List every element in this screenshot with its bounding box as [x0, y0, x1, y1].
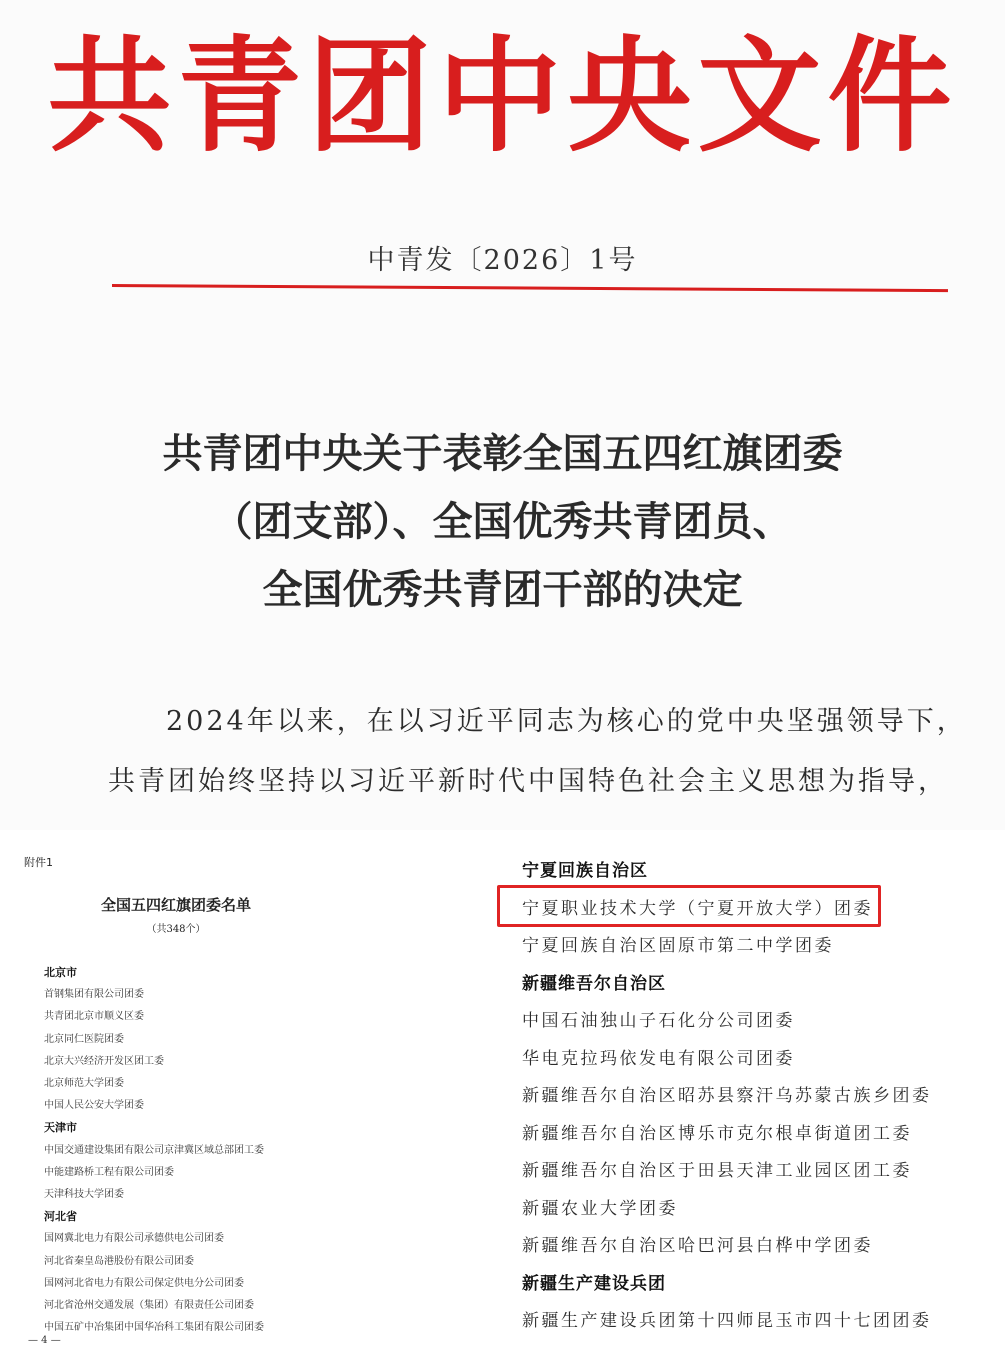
list-item: 新疆维吾尔自治区昭苏县察汗乌苏蒙古族乡团委: [522, 1086, 932, 1106]
list-item: 北京师范大学团委: [44, 1078, 124, 1090]
list-count: （共348个）: [146, 924, 206, 935]
region-heading: 天津市: [44, 1121, 77, 1135]
body-line: 共青团始终坚持以习近平新时代中国特色社会主义思想为指导，: [108, 766, 948, 797]
document-title: [60, 420, 945, 624]
list-item: 新疆生产建设兵团第十四师昆玉市四十七团团委: [522, 1311, 932, 1331]
list-item: 新疆维吾尔自治区哈巴河县白桦中学团委: [522, 1236, 873, 1256]
list-item: 天津科技大学团委: [44, 1189, 124, 1201]
highlight-box: [497, 885, 881, 927]
highlighted-list-item: 宁夏职业技术大学（宁夏开放大学）团委: [522, 898, 873, 919]
honor-list: [44, 962, 344, 1339]
title-line: （团支部）、全国优秀共青团员、: [212, 499, 793, 545]
list-item: 北京同仁医院团委: [44, 1033, 124, 1045]
list-item: 华电克拉玛依发电有限公司团委: [522, 1048, 795, 1069]
list-item: 中国人民公安大学团委: [44, 1100, 144, 1112]
list-item: 中国石油独山子石化分公司团委: [522, 1011, 795, 1031]
list-item: 共青团北京市顺义区委: [44, 1011, 144, 1023]
attachment-label: 附件1: [24, 856, 53, 869]
region-heading: 新疆生产建设兵团: [522, 1273, 666, 1294]
list-item: 新疆维吾尔自治区于田县天津工业园区团工委: [522, 1161, 912, 1181]
list-item: 新疆维吾尔自治区博乐市克尔根卓街道团工委: [522, 1123, 912, 1144]
body-line: 2024年以来，在以习近平同志为核心的党中央坚强领导下，: [166, 706, 967, 737]
title-line: 共青团中央关于表彰全国五四红旗团委: [162, 431, 843, 477]
list-item: 中国交通建设集团有限公司京津冀区域总部团工委: [44, 1144, 264, 1156]
page-number: — 4 —: [28, 1335, 61, 1346]
region-heading: 宁夏回族自治区: [522, 861, 648, 881]
list-item: 中国五矿中冶集团中国华冶科工集团有限公司团委: [44, 1322, 264, 1334]
document-number: 中青发〔2026〕1号: [367, 245, 638, 276]
list-item: 国网冀北电力有限公司承德供电公司团委: [44, 1233, 224, 1245]
red-divider-line: [112, 284, 948, 292]
attachment-page: [0, 832, 352, 1359]
title-line: 全国优秀共青团干部的决定: [262, 567, 743, 613]
region-heading: 河北省: [44, 1210, 77, 1224]
list-item: 北京大兴经济开发区团工委: [44, 1055, 164, 1067]
document-body: [108, 692, 988, 812]
list-item: 河北省沧州交通发展（集团）有限责任公司团委: [44, 1300, 254, 1312]
list-title: 全国五四红旗团委名单: [100, 896, 251, 914]
document-masthead: 共青团中央文件: [47, 25, 958, 169]
list-item: 中能建路桥工程有限公司团委: [44, 1166, 174, 1178]
list-item: 首钢集团有限公司团委: [44, 989, 144, 1001]
list-item: 宁夏回族自治区固原市第二中学团委: [522, 936, 834, 956]
list-item: 新疆农业大学团委: [522, 1198, 678, 1219]
region-heading: 北京市: [44, 966, 77, 979]
list-item: 国网河北省电力有限公司保定供电分公司团委: [44, 1277, 244, 1289]
list-item: 河北省秦皇岛港股份有限公司团委: [44, 1255, 194, 1267]
region-heading: 新疆维吾尔自治区: [522, 973, 666, 994]
